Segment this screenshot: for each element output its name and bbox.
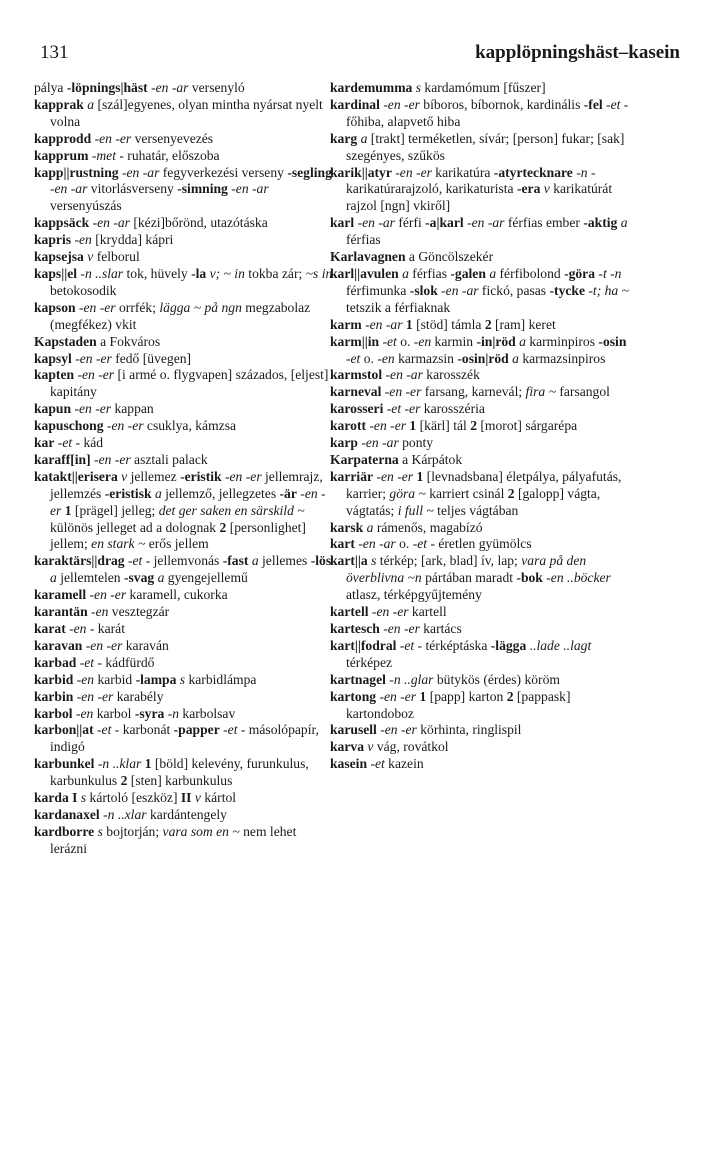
dictionary-entry: karp -en -ar ponty bbox=[330, 435, 434, 451]
dictionary-entry: karbunkel -n ..klar 1 [böld] kelevény, furunkulus, karbunkulus 2 [sten] karbunkulus bbox=[34, 756, 309, 789]
dictionary-entry: karsk a rámenős, magabízó bbox=[330, 519, 483, 535]
dictionary-entry: kart||a s térkép; [ark, blad] ív, lap; vara på den överblivna ~n pártában maradt -bok -en ..böcker atlasz, térképgyűjtemény bbox=[330, 553, 611, 603]
dictionary-entry: karm||in -et o. -en karmin -in|röd a karminpiros -osin -et o. -en karmazsin -osin|röd a karmazsinpiros bbox=[330, 333, 627, 366]
dictionary-entry: kapun -en -er kappan bbox=[34, 401, 154, 417]
dictionary-entry: kapprum -met - ruhatár, előszoba bbox=[34, 147, 220, 163]
dictionary-entry: kapp||rustning -en -ar fegyverkezési verseny -segling -en -ar vitorlásverseny -simning -en -ar versenyúszás bbox=[34, 164, 332, 214]
dictionary-entry: karbin -en -er karabély bbox=[34, 688, 164, 704]
dictionary-entry: kardborre s bojtorján; vara som en ~ nem lehet lerázni bbox=[34, 823, 297, 856]
dictionary-entry: kartong -en -er 1 [papp] karton 2 [pappask] kartondoboz bbox=[330, 688, 571, 721]
right-column bbox=[330, 80, 630, 773]
dictionary-entry: kart||fodral -et - térképtáska -lägga ..lade ..lagt térképez bbox=[330, 637, 592, 670]
dictionary-entry: karosseri -et -er karosszéria bbox=[330, 401, 485, 417]
running-head: kapplöpningshäst–kasein bbox=[475, 42, 680, 63]
dictionary-entry: karott -en -er 1 [kärl] tál 2 [morot] sárgarépa bbox=[330, 418, 578, 434]
dictionary-entry: kar -et - kád bbox=[34, 435, 104, 451]
dictionary-entry: karik||atyr -en -er karikatúra -atyrtecknare -n - karikatúrarajzoló, karikaturista -era v karikatúrát rajzol [ngn] vkiről] bbox=[330, 164, 613, 214]
dictionary-entry: karusell -en -er körhinta, ringlispil bbox=[330, 722, 522, 738]
dictionary-entry: pálya -löpnings|häst -en -ar versenyló bbox=[34, 80, 245, 95]
dictionary-entry: karva v vág, rovátkol bbox=[330, 739, 449, 755]
dictionary-entry: kardanaxel -n ..xlar kardántengely bbox=[34, 806, 227, 822]
page-header bbox=[40, 42, 680, 68]
dictionary-entry: karg a [trakt] terméketlen, sívár; [person] fukar; [sak] szegényes, szűkös bbox=[330, 130, 625, 163]
dictionary-entry: kapprodd -en -er versenyevezés bbox=[34, 130, 214, 146]
dictionary-entry: Kapstaden a Fokváros bbox=[34, 333, 161, 349]
dictionary-entry: kardinal -en -er bíboros, bíbornok, kardinális -fel -et - főhiba, alapvető hiba bbox=[330, 96, 629, 129]
dictionary-entry: karbad -et - kádfürdő bbox=[34, 654, 155, 670]
dictionary-entry: karaktärs||drag -et - jellemvonás -fast a jellemes -lös a jellemtelen -svag a gyengejellemű bbox=[34, 553, 332, 586]
dictionary-entry: kartnagel -n ..glar bütykös (érdes) köröm bbox=[330, 671, 560, 687]
dictionary-entry: kaps||el -n ..slar tok, hüvely -la v; ~ in tokba zár; ~s in betokosodik bbox=[34, 265, 333, 298]
dictionary-entry: karavan -en -er karaván bbox=[34, 637, 169, 653]
dictionary-entry: kapuschong -en -er csuklya, kámzsa bbox=[34, 418, 237, 434]
dictionary-entry: katakt||erisera v jellemez -eristik -en -er jellemrajz, jellemzés -eristisk a jellemző, jellegzetes -är -en -er 1 [prägel] jelleg; det ger saken en särskild ~ különös jelleget ad a dolognak 2 [personlighet] jellem; en stark ~ erős jellem bbox=[34, 468, 326, 552]
dictionary-entry: kapsejsa v felborul bbox=[34, 249, 140, 265]
dictionary-entry: karbid -en karbid -lampa s karbidlámpa bbox=[34, 671, 257, 687]
dictionary-entry: karneval -en -er farsang, karnevál; fira ~ farsangol bbox=[330, 384, 610, 400]
dictionary-entry: karm -en -ar 1 [stöd] támla 2 [ram] keret bbox=[330, 316, 556, 332]
dictionary-entry: kapris -en [krydda] kápri bbox=[34, 232, 174, 248]
dictionary-entry: kapprak a [szál]egyenes, olyan mintha nyársat nyelt volna bbox=[34, 96, 323, 129]
left-column bbox=[34, 80, 334, 858]
dictionary-entry: Karlavagnen a Göncölszekér bbox=[330, 249, 494, 265]
dictionary-entry: karbon||at -et - karbonát -papper -et - másolópapír, indigó bbox=[34, 722, 319, 755]
dictionary-entry: kardemumma s kardamómum [fűszer] bbox=[330, 80, 546, 95]
dictionary-entry: Karpaterna a Kárpátok bbox=[330, 451, 463, 467]
dictionary-entry: karantän -en vesztegzár bbox=[34, 604, 170, 620]
dictionary-entry: kapten -en -er [i armé o. flygvapen] százados, [eljest] kapitány bbox=[34, 367, 329, 400]
dictionary-entry: kartesch -en -er kartács bbox=[330, 621, 462, 636]
dictionary-entry: karriär -en -er 1 [levnadsbana] életpálya, pályafutás, karrier; göra ~ karriert csinál 2 [galopp] vágta, vágtatás; i full ~ teljes vágtában bbox=[330, 468, 622, 518]
dictionary-entry: karbol -en karbol -syra -n karbolsav bbox=[34, 705, 236, 721]
dictionary-entry: karl||avulen a férfias -galen a férfibolond -göra -t -n férfimunka -slok -en -ar fickó, pasas -tycke -t; ha ~ tetszik a férfiaknak bbox=[330, 265, 629, 315]
dictionary-entry: kasein -et kazein bbox=[330, 756, 424, 772]
dictionary-entry: kart -en -ar o. -et - éretlen gyümölcs bbox=[330, 536, 532, 552]
dictionary-entry: kappsäck -en -ar [kézi]bőrönd, utazótáska bbox=[34, 215, 268, 231]
page-number: 131 bbox=[40, 42, 69, 63]
dictionary-entry: karl -en -ar férfi -a|karl -en -ar férfias ember -aktig a férfias bbox=[330, 215, 628, 248]
dictionary-entry: karaff[in] -en -er asztali palack bbox=[34, 451, 208, 467]
dictionary-entry: karamell -en -er karamell, cukorka bbox=[34, 587, 228, 603]
dictionary-entry: kapson -en -er orrfék; lägga ~ på ngn megzabolaz (megfékez) vkit bbox=[34, 299, 311, 332]
dictionary-entry: karmstol -en -ar karosszék bbox=[330, 367, 480, 383]
dictionary-entry: kapsyl -en -er fedő [üvegen] bbox=[34, 350, 192, 366]
dictionary-entry: karat -en - karát bbox=[34, 621, 125, 636]
dictionary-entry: karda I s kártoló [eszköz] II v kártol bbox=[34, 790, 237, 806]
dictionary-entry: kartell -en -er kartell bbox=[330, 604, 447, 620]
